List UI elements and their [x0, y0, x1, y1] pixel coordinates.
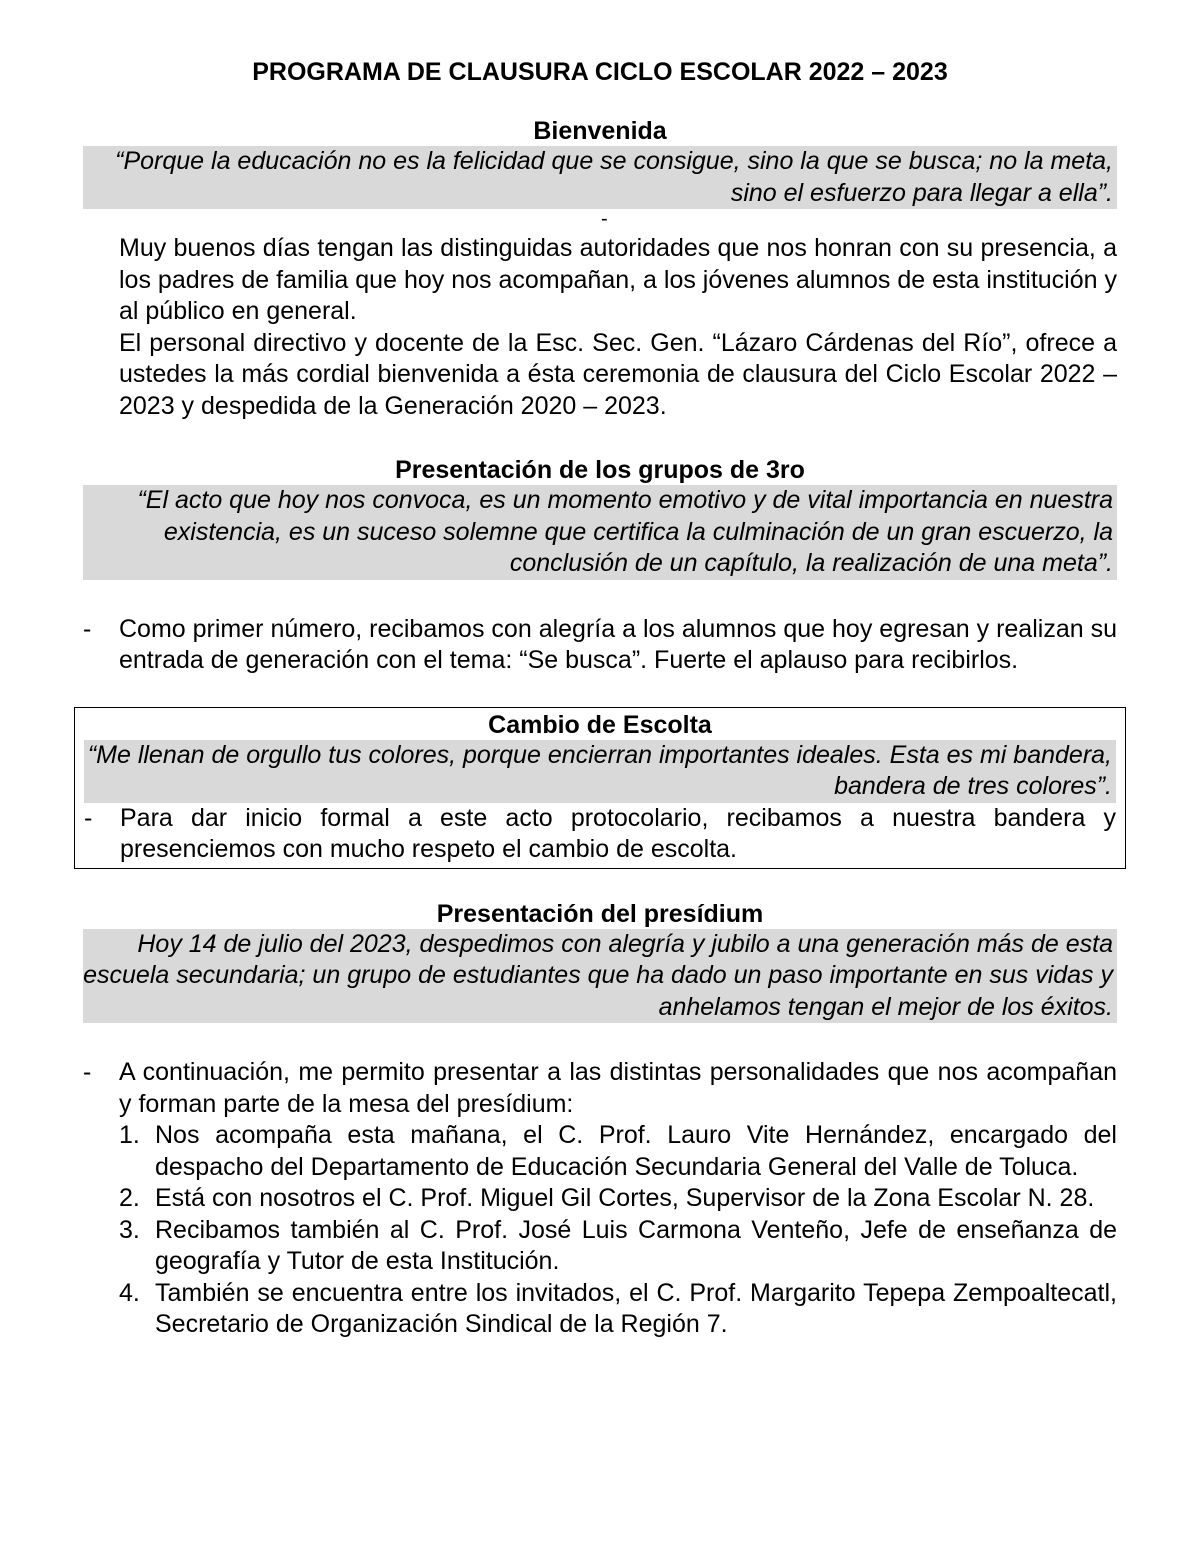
list-text: Nos acompaña esta mañana, el C. Prof. Lauro Vite Hernández, encargado del despacho del Departamento de Educación Secundaria General del Valle de Toluca.: [155, 1121, 1117, 1181]
section-heading: Presentación del presídium: [436, 899, 764, 928]
list-number: 4.: [119, 1278, 140, 1307]
list-number: 2.: [119, 1184, 140, 1212]
section-bienvenida: [83, 116, 1117, 422]
section-presidium: [83, 899, 1117, 1341]
bullet-text: A continuación, me permito presentar a las distintas personalidades que nos acompañan y forman parte de la mesa del presídium:: [119, 1058, 1117, 1118]
paragraph: El personal directivo y docente de la Esc. Sec. Gen. “Lázaro Cárdenas del Río”, ofrece a ustedes la más cordial bienvenida a ésta ceremonia de clausura del Ciclo Escolar 2022 – 2023 y despedida de la Generación 2020 – 2023.: [119, 328, 1117, 420]
bullet-item: [84, 803, 1116, 866]
bullet-item: [83, 1057, 1117, 1120]
bullet-dash: -: [83, 614, 92, 643]
list-text: Está con nosotros el C. Prof. Miguel Gil Cortes, Supervisor de la Zona Escolar N. 28.: [155, 1184, 1095, 1212]
dash-marker: -: [601, 208, 608, 230]
list-number: 3.: [119, 1215, 140, 1244]
list-text: También se encuentra entre los invitados, el C. Prof. Margarito Tepepa Zempoaltecatl, Secretario de Organización Sindical de la Región 7.: [155, 1278, 1117, 1338]
bullet-dash: -: [83, 1058, 92, 1086]
bullet-text: Para dar inicio formal a este acto protocolario, recibamos a nuestra bandera y presenciemos con mucho respeto el cambio de escolta.: [120, 803, 1116, 863]
bullet-text: Como primer número, recibamos con alegría a los alumnos que hoy egresan y realizan su entrada de generación con el tema: “Se busca”. Fuerte el aplauso para recibirlos.: [119, 614, 1117, 674]
document-title: PROGRAMA DE CLAUSURA CICLO ESCOLAR 2022 – 2023: [252, 58, 948, 86]
paragraph: Muy buenos días tengan las distinguidas autoridades que nos honran con su presencia, a los padres de familia que hoy nos acompañan, a los jóvenes alumnos de esta institución y al público en general.: [119, 234, 1117, 325]
list-item: [83, 1120, 1117, 1183]
list-text: Recibamos también al C. Prof. José Luis Carmona Venteño, Jefe de enseñanza de geografía y Tutor de esta Institución.: [155, 1215, 1117, 1275]
list-number: 1.: [119, 1121, 140, 1149]
section-heading: Cambio de Escolta: [488, 710, 712, 739]
section-escolta: [74, 707, 1126, 869]
bullet-item: [83, 614, 1117, 677]
section-quote: Hoy 14 de julio del 2023, despedimos con alegría y jubilo a una generación más de esta escuela secundaria; un grupo de estudiantes que ha dado un paso importante en sus vidas y anhelamos tengan el mejor de los éxitos.: [83, 929, 1117, 1024]
list-item: [83, 1278, 1117, 1341]
section-quote: “Porque la educación no es la felicidad que se consigue, sino la que se busca; no la meta, sino el esfuerzo para llegar a ella”.: [83, 146, 1117, 209]
section-heading: Bienvenida: [533, 117, 667, 145]
presidium-list: [83, 1120, 1117, 1341]
document-page: [83, 56, 1117, 1341]
section-quote: “Me llenan de orgullo tus colores, porque encierran importantes ideales. Esta es mi bandera, bandera de tres colores”.: [84, 740, 1116, 803]
section-quote: “El acto que hoy nos convoca, es un momento emotivo y de vital importancia en nuestra existencia, es un suceso solemne que certifica la culminación de un gran escuerzo, la conclusión de un capítulo, la realización de una meta”.: [83, 485, 1117, 580]
list-item: [83, 1183, 1117, 1215]
section-heading: Presentación de los grupos de 3ro: [395, 456, 805, 484]
section-grupos: [83, 455, 1117, 677]
list-item: [83, 1215, 1117, 1278]
bullet-dash: -: [84, 803, 93, 832]
